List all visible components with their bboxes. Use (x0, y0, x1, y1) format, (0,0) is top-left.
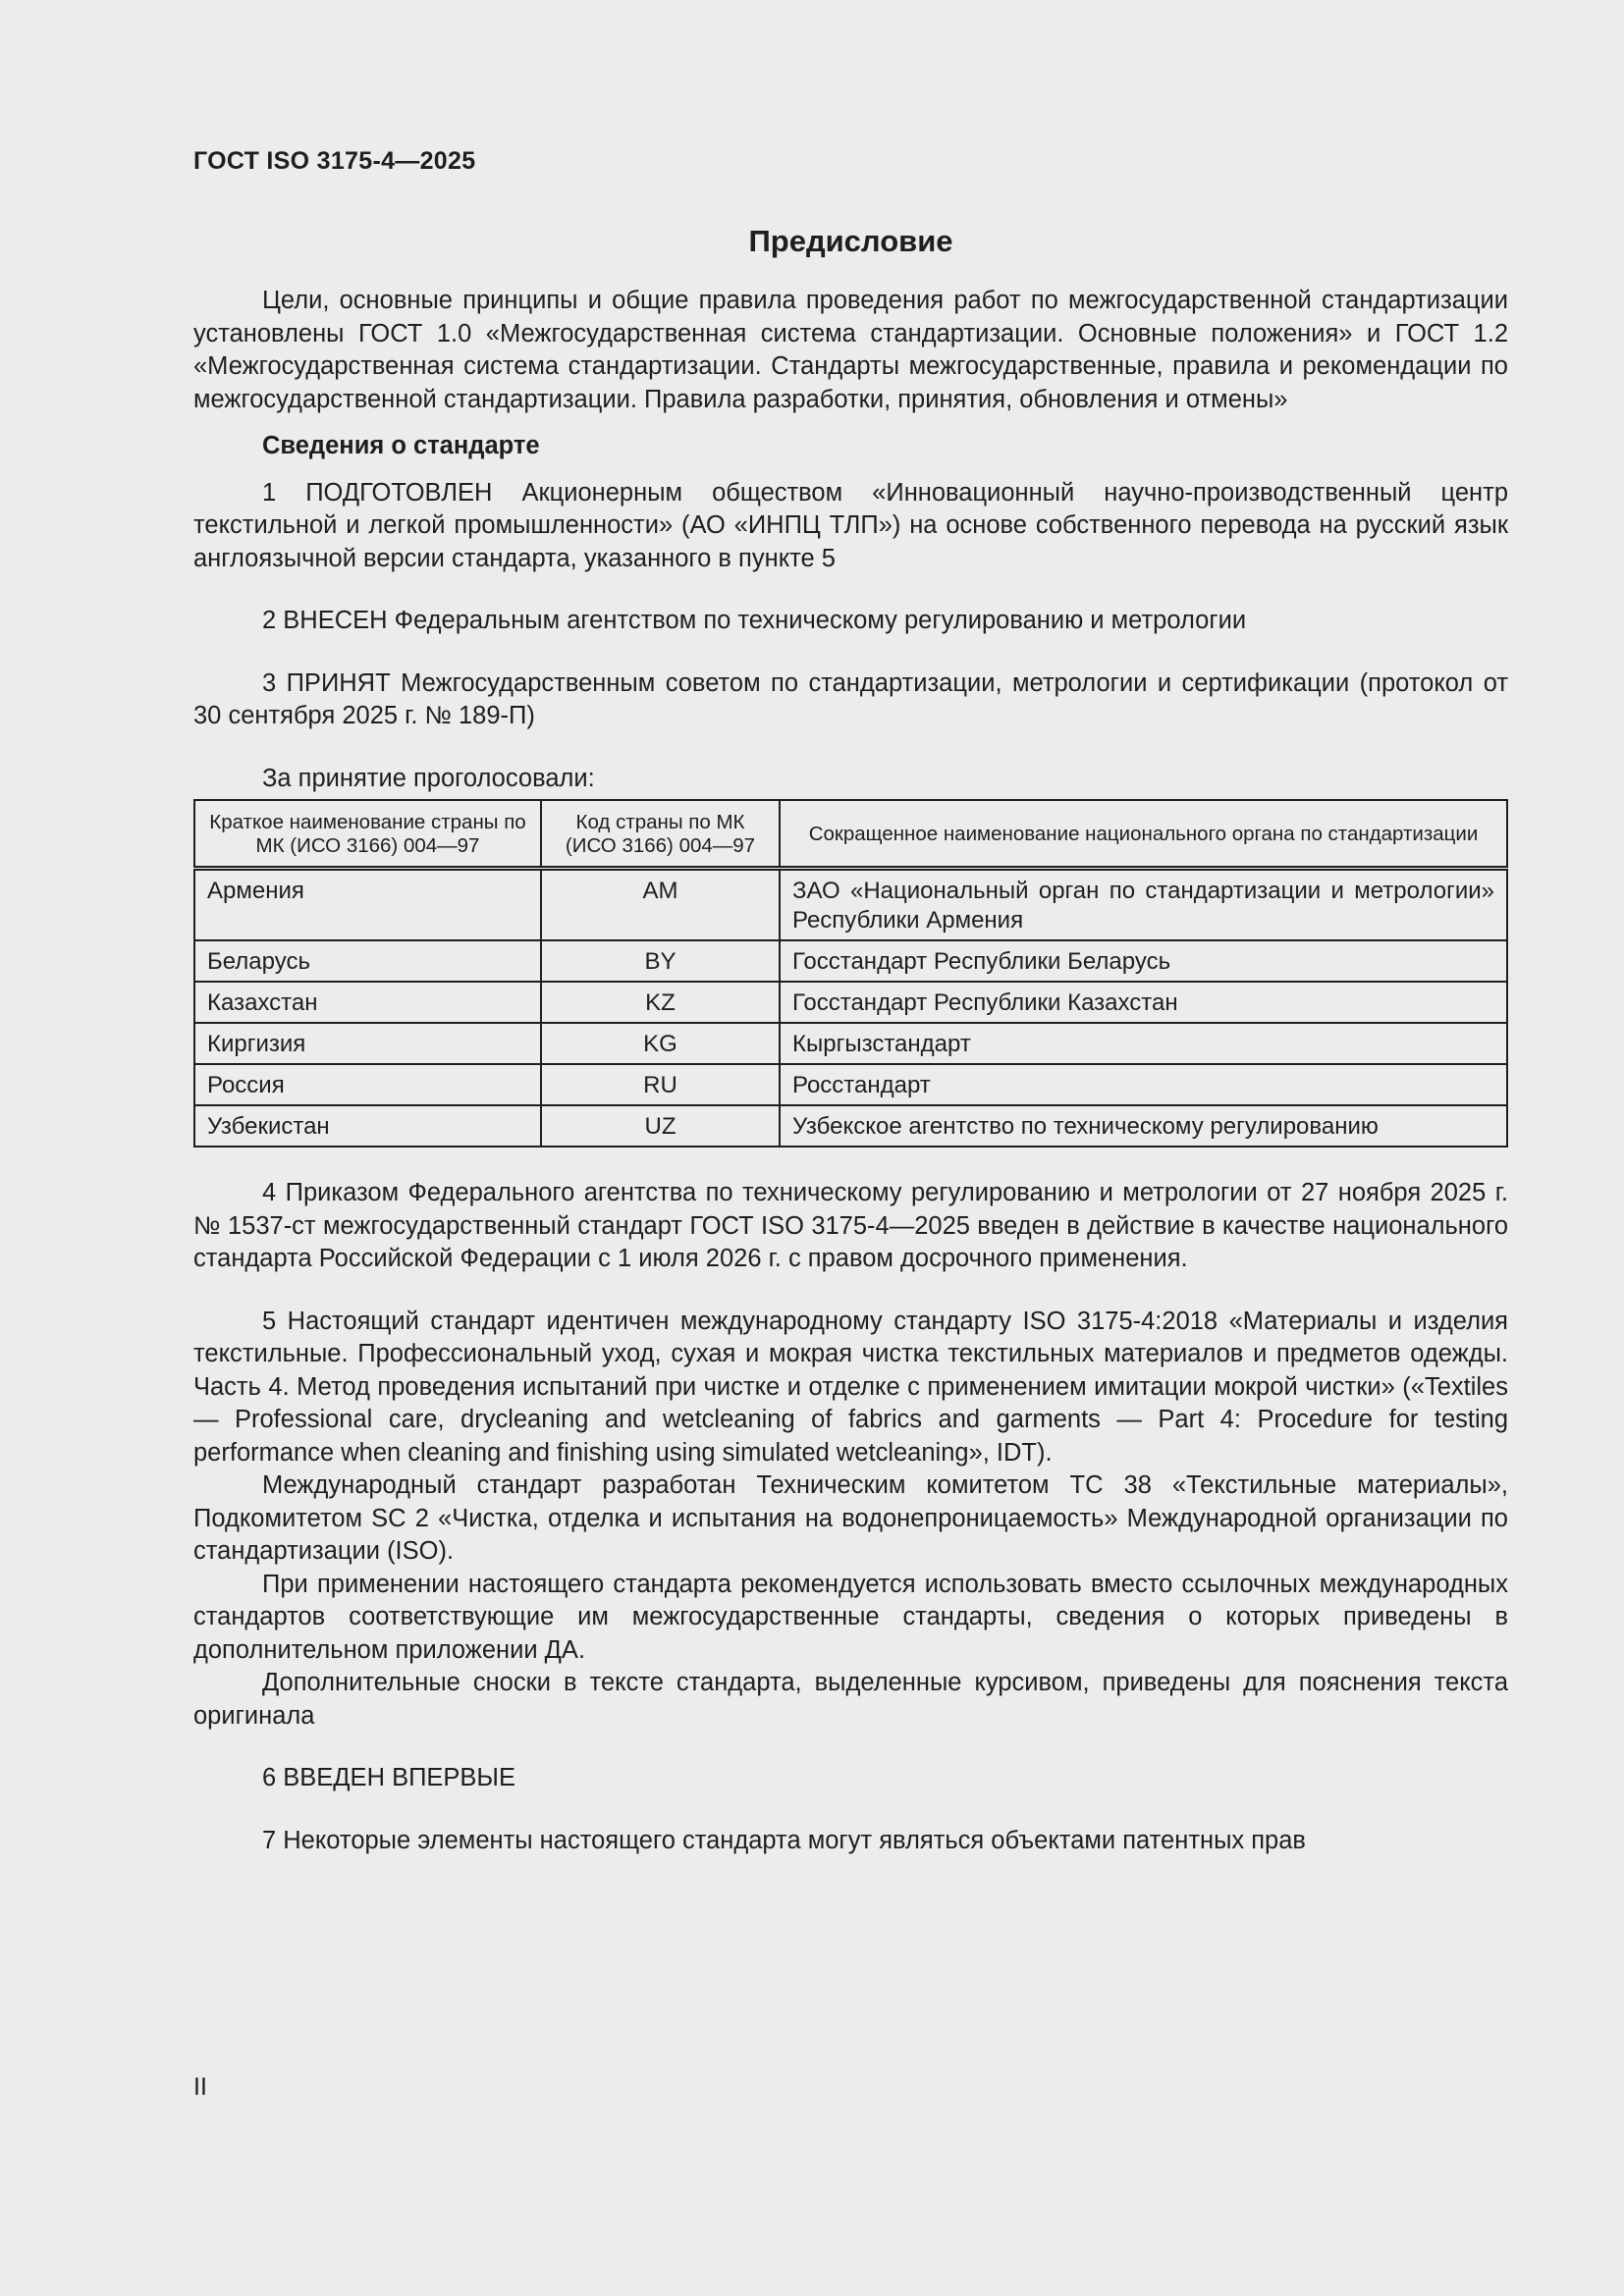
item-3: 3 ПРИНЯТ Межгосударственным советом по стандартизации, метрологии и сертификации (протокол от 30 сентября 2025 г. № 189-П) (193, 668, 1508, 729)
foreword-body (193, 285, 1508, 1857)
org-cell: Росстандарт (780, 1064, 1507, 1105)
code-cell: KG (541, 1023, 780, 1064)
country-cell: Казахстан (194, 982, 541, 1023)
item-6: 6 ВВЕДЕН ВПЕРВЫЕ (262, 1764, 516, 1791)
page-title: Предисловие (748, 224, 953, 258)
table-header-row (194, 800, 1507, 869)
code-cell: RU (541, 1064, 780, 1105)
org-cell: Госстандарт Республики Казахстан (780, 982, 1507, 1023)
table-row (194, 982, 1507, 1023)
org-cell: ЗАО «Национальный орган по стандартизации и метрологии» Республики Армения (780, 869, 1507, 941)
header-country-name: Краткое наименование страны по МК (ИСО 3166) 004—97 (194, 800, 541, 869)
table-row (194, 1023, 1507, 1064)
header-standards-body: Сокращенное наименование национального органа по стандартизации (780, 800, 1507, 869)
country-cell: Киргизия (194, 1023, 541, 1064)
country-cell: Узбекистан (194, 1105, 541, 1147)
voting-table (193, 799, 1508, 1148)
org-cell: Кыргызстандарт (780, 1023, 1507, 1064)
item-5: 5 Настоящий стандарт идентичен международному стандарту ISO 3175-4:2018 «Материалы и изделия текстильные. Профессиональный уход, сухая и мокрая чистка текстильных материалов и предметов одежды. Часть 4. Метод проведения испытаний при чистке и отделке с применением имитации мокрой чистки» («Textiles — Professional care, drycleaning and wetcleaning of fabrics and garments — Part 4: Procedure for testing performance when cleaning and finishing using simulated wetcleaning», IDT). (193, 1307, 1508, 1467)
table-row (194, 1064, 1507, 1105)
country-cell: Россия (194, 1064, 541, 1105)
table-row (194, 869, 1507, 941)
voted-label: За принятие проголосовали: (262, 764, 595, 792)
item-5-tc-paragraph: Международный стандарт разработан Техническим комитетом ТС 38 «Текстильные материалы», Подкомитетом SC 2 «Чистка, отделка и испытания на водонепроницаемость» Международной организации по стандартизации (ISO). (193, 1471, 1508, 1565)
item-5-references-paragraph: При применении настоящего стандарта рекомендуется использовать вместо ссылочных международных стандартов соответствующие им межгосударственные стандарты, сведения о которых приведены в дополнительном приложении ДА. (193, 1570, 1508, 1664)
item-7: 7 Некоторые элементы настоящего стандарта могут являться объектами патентных прав (262, 1826, 1306, 1854)
country-cell: Беларусь (194, 940, 541, 982)
document-code: ГОСТ ISO 3175-4—2025 (193, 147, 476, 175)
item-1: 1 ПОДГОТОВЛЕН Акционерным обществом «Инновационный научно-производственный центр текстильной и легкой промышленности» (АО «ИНПЦ ТЛП») на основе собственного перевода на русский язык англоязычной версии стандарта, указанного в пункте 5 (193, 478, 1508, 572)
code-cell: UZ (541, 1105, 780, 1147)
code-cell: BY (541, 940, 780, 982)
country-cell: Армения (194, 869, 541, 941)
intro-paragraph: Цели, основные принципы и общие правила проведения работ по межгосударственной стандартизации установлены ГОСТ 1.0 «Межгосударственная система стандартизации. Основные положения» и ГОСТ 1.2 «Межгосударственная система стандартизации. Стандарты межгосударственные, правила и рекомендации по межгосударственной стандартизации. Правила разработки, принятия, обновления и отмены» (193, 287, 1508, 413)
table-row (194, 940, 1507, 982)
item-4: 4 Приказом Федерального агентства по техническому регулированию и метрологии от 27 ноября 2025 г. № 1537-ст межгосударственный стандарт ГОСТ ISO 3175-4—2025 введен в действие в качестве национального стандарта Российской Федерации с 1 июля 2026 г. с правом досрочного применения. (193, 1179, 1508, 1272)
code-cell: KZ (541, 982, 780, 1023)
page-number: II (193, 2073, 207, 2101)
table-row (194, 1105, 1507, 1147)
org-cell: Узбекское агентство по техническому регулированию (780, 1105, 1507, 1147)
item-2: 2 ВНЕСЕН Федеральным агентством по техническому регулированию и метрологии (262, 607, 1247, 634)
header-country-code: Код страны по МК (ИСО 3166) 004—97 (541, 800, 780, 869)
item-5-footnotes-paragraph: Дополнительные сноски в тексте стандарта, выделенные курсивом, приведены для пояснения текста оригинала (193, 1669, 1508, 1730)
org-cell: Госстандарт Республики Беларусь (780, 940, 1507, 982)
section-heading: Сведения о стандарте (262, 432, 540, 459)
code-cell: AM (541, 869, 780, 941)
